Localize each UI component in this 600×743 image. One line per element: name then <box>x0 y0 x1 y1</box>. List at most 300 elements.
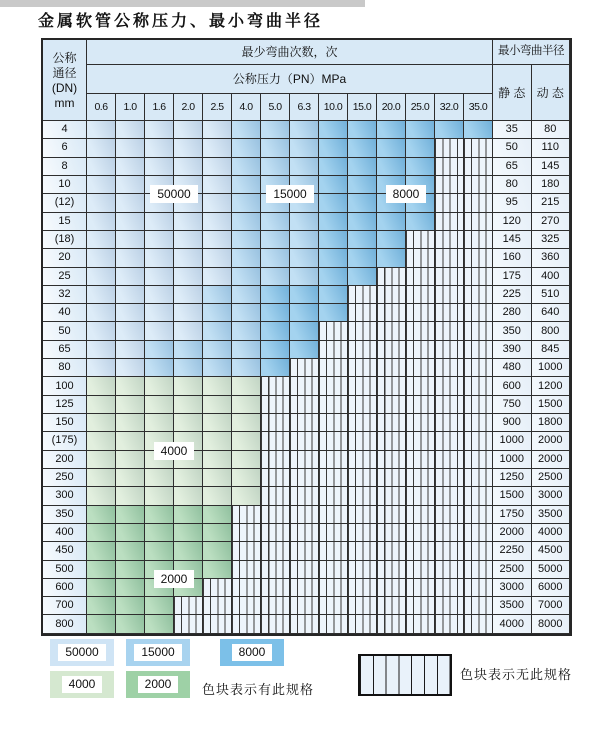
no-spec-cell <box>232 561 261 579</box>
spec-cell-b3 <box>406 194 435 212</box>
legend-chip-8000 <box>220 639 284 666</box>
no-spec-cell <box>464 597 493 615</box>
spec-cell-b1 <box>87 121 116 139</box>
spec-cell-b3 <box>348 139 377 157</box>
no-spec-cell <box>348 561 377 579</box>
spec-cell-g1 <box>87 377 116 395</box>
spec-cell-g2 <box>87 506 116 524</box>
no-spec-cell <box>406 432 435 450</box>
no-spec-cell <box>406 451 435 469</box>
spec-cell-g1 <box>232 432 261 450</box>
spec-cell-b2 <box>290 231 319 249</box>
static-radius-cell: 280 <box>493 304 532 322</box>
no-spec-cell <box>464 341 493 359</box>
no-spec-cell <box>406 487 435 505</box>
no-spec-cell <box>348 396 377 414</box>
spec-cell-g1 <box>203 414 232 432</box>
spec-cell-b1 <box>116 304 145 322</box>
dn-cell: (175) <box>43 432 87 450</box>
spec-cell-g2 <box>87 615 116 633</box>
no-spec-cell <box>348 579 377 597</box>
pressure-header-cell: 公称压力（PN）MPa <box>87 65 493 94</box>
dn-cell: 200 <box>43 451 87 469</box>
spec-cell-g1 <box>87 432 116 450</box>
spec-cell-b3 <box>406 213 435 231</box>
no-spec-cell <box>435 561 464 579</box>
spec-cell-b3 <box>348 268 377 286</box>
spec-cell-g2 <box>203 506 232 524</box>
zone-label-text: 8000 <box>386 185 427 203</box>
spec-cell-b2 <box>290 176 319 194</box>
dn-cell: 800 <box>43 615 87 633</box>
spec-cell-b2 <box>261 194 290 212</box>
no-spec-cell <box>348 451 377 469</box>
no-spec-cell <box>377 396 406 414</box>
spec-cell-b2 <box>174 359 203 377</box>
spec-cell-g1 <box>203 469 232 487</box>
spec-cell-b1 <box>87 139 116 157</box>
no-spec-cell <box>261 414 290 432</box>
dynamic-radius-cell: 3000 <box>532 487 571 505</box>
spec-cell-b1 <box>116 249 145 267</box>
spec-cell-g2 <box>87 579 116 597</box>
static-radius-cell: 65 <box>493 158 532 176</box>
no-spec-cell <box>406 542 435 560</box>
dn-cell: 300 <box>43 487 87 505</box>
dn-cell: 700 <box>43 597 87 615</box>
no-spec-cell <box>464 194 493 212</box>
spec-cell-b3 <box>319 268 348 286</box>
no-spec-cell <box>435 396 464 414</box>
spec-cell-b3 <box>261 341 290 359</box>
spec-cell-b3 <box>319 304 348 322</box>
spec-cell-b3 <box>319 213 348 231</box>
spec-cell-g2 <box>203 561 232 579</box>
static-radius-cell: 900 <box>493 414 532 432</box>
spec-cell-b3 <box>348 158 377 176</box>
spec-cell-b3 <box>377 213 406 231</box>
no-spec-cell <box>464 432 493 450</box>
no-spec-cell <box>377 286 406 304</box>
spec-cell-b1 <box>145 268 174 286</box>
static-radius-cell: 3000 <box>493 579 532 597</box>
spec-cell-b2 <box>232 268 261 286</box>
no-spec-cell <box>261 524 290 542</box>
spec-cell-b2 <box>261 268 290 286</box>
no-spec-cell <box>348 322 377 340</box>
spec-cell-g1 <box>145 469 174 487</box>
spec-cell-b1 <box>116 322 145 340</box>
no-spec-cell <box>348 487 377 505</box>
static-radius-cell: 145 <box>493 231 532 249</box>
static-radius-cell: 1000 <box>493 451 532 469</box>
no-spec-cell <box>319 506 348 524</box>
pressure-tick: 25.0 <box>406 94 435 121</box>
spec-cell-g1 <box>174 451 203 469</box>
spec-cell-g2 <box>145 542 174 560</box>
no-spec-cell <box>232 579 261 597</box>
no-spec-cell <box>406 249 435 267</box>
no-spec-cell <box>348 341 377 359</box>
no-spec-cell <box>377 542 406 560</box>
spec-cell-b1 <box>203 231 232 249</box>
no-spec-cell <box>319 359 348 377</box>
no-spec-cell <box>464 451 493 469</box>
no-spec-cell <box>406 615 435 633</box>
no-spec-cell <box>435 615 464 633</box>
no-spec-cell <box>406 359 435 377</box>
legend-chip-value: 2000 <box>138 676 179 693</box>
no-spec-cell <box>348 506 377 524</box>
spec-cell-b1 <box>203 194 232 212</box>
no-spec-cell <box>435 139 464 157</box>
dynamic-radius-cell: 640 <box>532 304 571 322</box>
spec-cell-g1 <box>203 451 232 469</box>
spec-cell-b3 <box>261 304 290 322</box>
spec-cell-b3 <box>319 139 348 157</box>
dn-cell: 250 <box>43 469 87 487</box>
spec-cell-b3 <box>319 121 348 139</box>
no-spec-cell <box>464 213 493 231</box>
spec-cell-b3 <box>377 121 406 139</box>
no-spec-cell <box>406 469 435 487</box>
dn-cell: 32 <box>43 286 87 304</box>
static-radius-cell: 35 <box>493 121 532 139</box>
spec-cell-b1 <box>87 304 116 322</box>
static-radius-cell: 480 <box>493 359 532 377</box>
static-radius-cell: 95 <box>493 194 532 212</box>
no-spec-cell <box>464 506 493 524</box>
spec-cell-b1 <box>203 213 232 231</box>
no-spec-cell <box>290 432 319 450</box>
spec-cell-b1 <box>145 286 174 304</box>
no-spec-cell <box>319 615 348 633</box>
no-spec-cell <box>348 286 377 304</box>
no-spec-cell <box>406 597 435 615</box>
spec-cell-b1 <box>174 231 203 249</box>
spec-cell-b1 <box>116 176 145 194</box>
spec-cell-g1 <box>174 377 203 395</box>
spec-cell-b1 <box>87 286 116 304</box>
pressure-tick: 5.0 <box>261 94 290 121</box>
pressure-tick: 32.0 <box>435 94 464 121</box>
dynamic-header-cell: 动 态 <box>532 65 571 121</box>
spec-cell-b1 <box>116 213 145 231</box>
spec-cell-g1 <box>116 469 145 487</box>
legend-unavailable-text: 色块表示无此规格 <box>460 667 573 682</box>
spec-cell-b3 <box>435 121 464 139</box>
zone-label-text: 4000 <box>154 442 195 460</box>
spec-cell-g2 <box>116 615 145 633</box>
spec-cell-b2 <box>232 213 261 231</box>
static-radius-cell: 1750 <box>493 506 532 524</box>
dn-cell: 4 <box>43 121 87 139</box>
spec-cell-b1 <box>203 249 232 267</box>
no-spec-cell <box>464 615 493 633</box>
dynamic-radius-cell: 2500 <box>532 469 571 487</box>
legend-chip-value: 50000 <box>58 644 105 661</box>
no-spec-cell <box>290 451 319 469</box>
pressure-tick: 35.0 <box>464 94 493 121</box>
no-spec-cell <box>406 561 435 579</box>
static-radius-cell: 175 <box>493 268 532 286</box>
spec-cell-g1 <box>145 396 174 414</box>
spec-cell-g2 <box>174 506 203 524</box>
pressure-tick: 4.0 <box>232 94 261 121</box>
spec-cell-b3 <box>348 213 377 231</box>
spec-cell-b2 <box>232 139 261 157</box>
spec-cell-g2 <box>87 597 116 615</box>
no-spec-cell <box>319 451 348 469</box>
spec-cell-b1 <box>145 231 174 249</box>
no-spec-cell <box>377 469 406 487</box>
no-spec-cell <box>319 597 348 615</box>
no-spec-cell <box>290 359 319 377</box>
static-radius-cell: 1250 <box>493 469 532 487</box>
dynamic-radius-cell: 5000 <box>532 561 571 579</box>
no-spec-cell <box>290 542 319 560</box>
spec-cell-b1 <box>145 194 174 212</box>
spec-cell-b2 <box>203 286 232 304</box>
static-radius-cell: 2500 <box>493 561 532 579</box>
spec-cell-b1 <box>145 304 174 322</box>
dynamic-radius-cell: 360 <box>532 249 571 267</box>
spec-cell-b3 <box>319 231 348 249</box>
spec-cell-g1 <box>203 396 232 414</box>
no-spec-cell <box>377 268 406 286</box>
spec-cell-b1 <box>87 341 116 359</box>
no-spec-cell <box>464 469 493 487</box>
dn-cell: 8 <box>43 158 87 176</box>
spec-cell-g1 <box>232 396 261 414</box>
dn-cell: 80 <box>43 359 87 377</box>
no-spec-cell <box>232 615 261 633</box>
hatch-swatch <box>358 654 452 696</box>
spec-cell-g2 <box>116 506 145 524</box>
spec-cell-b1 <box>145 176 174 194</box>
no-spec-cell <box>377 432 406 450</box>
legend-chip-4000 <box>50 671 114 698</box>
static-radius-cell: 225 <box>493 286 532 304</box>
zone-label-text: 15000 <box>266 185 313 203</box>
legend-chip-15000 <box>126 639 190 666</box>
no-spec-cell <box>261 579 290 597</box>
dynamic-radius-cell: 110 <box>532 139 571 157</box>
dn-header-line: 公称 <box>52 50 77 65</box>
no-spec-cell <box>435 432 464 450</box>
static-radius-cell: 2000 <box>493 524 532 542</box>
static-radius-cell: 1000 <box>493 432 532 450</box>
dn-cell: 6 <box>43 139 87 157</box>
static-radius-cell: 390 <box>493 341 532 359</box>
dn-cell: 50 <box>43 322 87 340</box>
pressure-tick: 6.3 <box>290 94 319 121</box>
spec-cell-b1 <box>174 158 203 176</box>
static-header-cell: 静 态 <box>493 65 532 121</box>
spec-cell-b2 <box>232 322 261 340</box>
no-spec-cell <box>319 377 348 395</box>
spec-cell-g1 <box>145 377 174 395</box>
no-spec-cell <box>435 597 464 615</box>
spec-cell-g2 <box>145 524 174 542</box>
no-spec-cell <box>406 322 435 340</box>
spec-cell-b2 <box>290 194 319 212</box>
no-spec-cell <box>464 158 493 176</box>
spec-cell-g1 <box>232 469 261 487</box>
dynamic-radius-cell: 845 <box>532 341 571 359</box>
no-spec-cell <box>464 176 493 194</box>
spec-cell-b1 <box>116 286 145 304</box>
spec-cell-b3 <box>348 249 377 267</box>
no-spec-cell <box>261 396 290 414</box>
no-spec-cell <box>319 322 348 340</box>
no-spec-cell <box>435 506 464 524</box>
spec-cell-g1 <box>116 432 145 450</box>
dn-cell: 100 <box>43 377 87 395</box>
no-spec-cell <box>377 524 406 542</box>
dn-cell: 450 <box>43 542 87 560</box>
no-spec-cell <box>261 487 290 505</box>
no-spec-cell <box>406 506 435 524</box>
spec-cell-b2 <box>232 231 261 249</box>
spec-cell-b1 <box>174 194 203 212</box>
spec-cell-b2 <box>232 121 261 139</box>
pressure-tick: 0.6 <box>87 94 116 121</box>
spec-cell-b3 <box>319 249 348 267</box>
spec-cell-b2 <box>261 249 290 267</box>
spec-cell-b1 <box>174 286 203 304</box>
no-spec-cell <box>348 524 377 542</box>
zone-label-text: 50000 <box>150 185 197 203</box>
no-spec-cell <box>319 579 348 597</box>
scan-gray-strip <box>0 0 365 7</box>
dynamic-radius-cell: 4500 <box>532 542 571 560</box>
spec-cell-b1 <box>145 213 174 231</box>
no-spec-cell <box>261 432 290 450</box>
spec-cell-b3 <box>319 158 348 176</box>
no-spec-cell <box>319 561 348 579</box>
spec-cell-b1 <box>87 194 116 212</box>
dn-cell: 40 <box>43 304 87 322</box>
spec-cell-g1 <box>174 432 203 450</box>
no-spec-cell <box>406 304 435 322</box>
no-spec-cell <box>464 414 493 432</box>
spec-cell-g1 <box>87 451 116 469</box>
spec-cell-b1 <box>116 341 145 359</box>
dynamic-radius-cell: 80 <box>532 121 571 139</box>
no-spec-cell <box>203 579 232 597</box>
spec-cell-b1 <box>174 249 203 267</box>
spec-cell-b2 <box>261 139 290 157</box>
dn-cell: 600 <box>43 579 87 597</box>
spec-cell-b1 <box>116 139 145 157</box>
spec-cell-b1 <box>145 158 174 176</box>
pressure-tick: 10.0 <box>319 94 348 121</box>
pressure-tick: 2.0 <box>174 94 203 121</box>
dynamic-radius-cell: 6000 <box>532 579 571 597</box>
no-spec-cell <box>377 615 406 633</box>
dynamic-radius-cell: 1800 <box>532 414 571 432</box>
dn-cell: 500 <box>43 561 87 579</box>
spec-cell-b2 <box>290 268 319 286</box>
no-spec-cell <box>464 487 493 505</box>
spec-cell-b2 <box>232 176 261 194</box>
spec-cell-g2 <box>174 579 203 597</box>
spec-cell-b2 <box>203 304 232 322</box>
spec-cell-b2 <box>290 139 319 157</box>
no-spec-cell <box>290 615 319 633</box>
no-spec-cell <box>435 487 464 505</box>
spec-cell-g1 <box>145 414 174 432</box>
dn-header-cell <box>43 40 87 121</box>
spec-cell-g1 <box>203 432 232 450</box>
spec-cell-b3 <box>377 194 406 212</box>
spec-cell-b3 <box>348 194 377 212</box>
no-spec-cell <box>203 597 232 615</box>
dynamic-radius-cell: 270 <box>532 213 571 231</box>
no-spec-cell <box>290 524 319 542</box>
no-spec-cell <box>435 542 464 560</box>
dynamic-radius-cell: 8000 <box>532 615 571 633</box>
no-spec-cell <box>232 506 261 524</box>
spec-cell-b1 <box>116 268 145 286</box>
spec-cell-g1 <box>87 414 116 432</box>
no-spec-cell <box>464 139 493 157</box>
spec-cell-g2 <box>145 615 174 633</box>
spec-cell-g2 <box>87 561 116 579</box>
spec-cell-b1 <box>174 268 203 286</box>
no-spec-cell <box>435 469 464 487</box>
legend-chip-value: 4000 <box>62 676 103 693</box>
spec-cell-b3 <box>290 286 319 304</box>
no-spec-cell <box>464 268 493 286</box>
spec-cell-g2 <box>203 542 232 560</box>
no-spec-cell <box>261 469 290 487</box>
spec-cell-g2 <box>174 561 203 579</box>
no-spec-cell <box>406 268 435 286</box>
spec-cell-b1 <box>145 139 174 157</box>
spec-cell-g2 <box>116 542 145 560</box>
no-spec-cell <box>261 561 290 579</box>
spec-cell-b1 <box>174 121 203 139</box>
no-spec-cell <box>348 542 377 560</box>
no-spec-cell <box>377 322 406 340</box>
no-spec-cell <box>348 414 377 432</box>
spec-cell-g1 <box>232 414 261 432</box>
no-spec-cell <box>261 506 290 524</box>
spec-cell-b2 <box>290 213 319 231</box>
spec-cell-b3 <box>406 176 435 194</box>
spec-cell-g2 <box>145 506 174 524</box>
dynamic-radius-cell: 4000 <box>532 524 571 542</box>
spec-cell-b2 <box>290 121 319 139</box>
no-spec-cell <box>290 487 319 505</box>
no-spec-cell <box>348 304 377 322</box>
no-spec-cell <box>348 432 377 450</box>
spec-cell-b3 <box>261 322 290 340</box>
no-spec-cell <box>319 341 348 359</box>
no-spec-cell <box>377 597 406 615</box>
spec-cell-b1 <box>203 121 232 139</box>
dn-cell: 125 <box>43 396 87 414</box>
spec-cell-b3 <box>290 304 319 322</box>
dynamic-radius-cell: 145 <box>532 158 571 176</box>
no-spec-cell <box>290 506 319 524</box>
spec-cell-b2 <box>232 158 261 176</box>
spec-cell-g2 <box>116 597 145 615</box>
no-spec-cell <box>319 487 348 505</box>
no-spec-cell <box>290 469 319 487</box>
